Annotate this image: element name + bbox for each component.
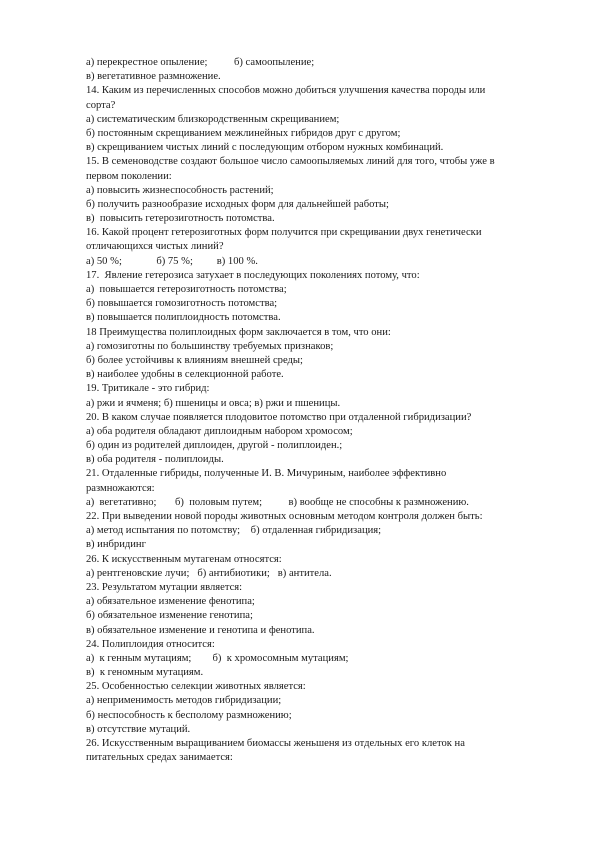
answer-option: в) оба родителя - полиплоиды. (86, 454, 224, 466)
answer-option: б) обязательное изменение генотипа; (86, 610, 253, 622)
answer-option: а) оба родителя обладают диплоидным набором хромосом; (86, 425, 353, 437)
question-25: 25. Особенностью селекции животных является: (86, 681, 306, 693)
question-26-ginseng: 26. Искусственным выращиванием биомассы женьшеня из отдельных его клеток на (86, 738, 465, 749)
text-line: первом поколении: (86, 170, 172, 182)
question-26-mutagens: 26. К искусственным мутагенам относятся: (86, 553, 282, 565)
answer-option: б) получить разнообразие исходных форм для дальнейшей работы; (86, 198, 389, 210)
question-20: 20. В каком случае появляется плодовитое потомство при отдаленной гибридизации? (86, 411, 472, 423)
text-line: сорта? (86, 99, 116, 111)
answer-option: в) инбридинг (86, 539, 146, 551)
answer-option: б) более устойчивы к влияниям внешней среды; (86, 354, 303, 366)
question-15: 15. В семеноводстве создают большое число самоопыляемых линий для того, чтобы уже в (86, 156, 495, 168)
text-line: отличающихся чистых линий? (86, 241, 224, 253)
question-14: 14. Каким из перечисленных способов можно добиться улучшения качества породы или (86, 85, 486, 97)
text-line: размножаются: (86, 482, 155, 494)
answer-option: а) рентгеновские лучи; б) антибиотики; в) антитела. (86, 567, 332, 579)
answer-option: а) гомозиготны по большинству требуемых признаков; (86, 340, 334, 352)
answer-option: а) 50 %; б) 75 %; в) 100 %. (86, 255, 258, 267)
answer-option: а) обязательное изменение фенотипа; (86, 596, 255, 608)
answer-option: а) ржи и ячменя; б) пшеницы и овса; в) ржи и пшеницы. (86, 397, 341, 409)
question-21: 21. Отдаленные гибриды, полученные И. В. Мичуриным, наиболее эффективно (86, 468, 447, 480)
document-page (86, 56, 526, 765)
question-22: 22. При выведении новой породы животных основным методом контроля должен быть: (86, 511, 483, 522)
answer-option: а) к генным мутациям; б) к хромосомным мутациям; (86, 652, 349, 664)
answer-option: в) к геномным мутациям. (86, 667, 204, 679)
answer-option: б) неспособность к бесполому размножению; (86, 709, 292, 721)
answer-option: в) скрещиванием чистых линий с последующим отбором нужных комбинаций. (86, 142, 444, 154)
question-18: 18 Преимущества полиплоидных форм заключается в том, что они: (86, 326, 391, 338)
answer-option: б) постоянным скрещиванием межлинейных гибридов друг с другом; (86, 127, 401, 139)
answer-option: а) неприменимость методов гибридизации; (86, 695, 282, 707)
answer-option: а) повысить жизнеспособность растений; (86, 184, 274, 196)
answer-option: б) повышается гомозиготность потомства; (86, 298, 278, 310)
answer-option: б) один из родителей диплоиден, другой - полиплоиден.; (86, 440, 343, 452)
answer-option: в) повышается полиплоидность потомства. (86, 312, 281, 324)
text-line: в) вегетативное размножение. (86, 71, 221, 83)
text-line: а) перекрестное опыление; б) самоопыление; (86, 57, 315, 68)
question-16: 16. Какой процент гетерозиготных форм получится при скрещивании двух генетически (86, 227, 482, 239)
question-23: 23. Результатом мутации является: (86, 581, 243, 593)
question-24: 24. Полиплоидия относится: (86, 638, 215, 650)
answer-option: в) отсутствие мутаций. (86, 723, 191, 735)
answer-option: в) повысить гетерозиготность потомства. (86, 213, 275, 225)
answer-option: а) метод испытания по потомству; б) отдаленная гибридизация; (86, 525, 382, 537)
answer-option: а) вегетативно; б) половым путем; в) вообще не способны к размножению. (86, 496, 469, 508)
answer-option: а) систематическим близкородственным скрещиванием; (86, 113, 340, 125)
answer-option: в) наиболее удобны в селекционной работе. (86, 369, 284, 381)
answer-option: а) повышается гетерозиготность потомства; (86, 284, 287, 295)
question-17: 17. Явление гетерозиса затухает в последующих поколениях потому, что: (86, 269, 420, 281)
answer-option: в) обязательное изменение и генотипа и фенотипа. (86, 624, 315, 636)
question-19: 19. Тритикале - это гибрид: (86, 383, 210, 395)
text-line: питательных средах занимается: (86, 752, 233, 764)
